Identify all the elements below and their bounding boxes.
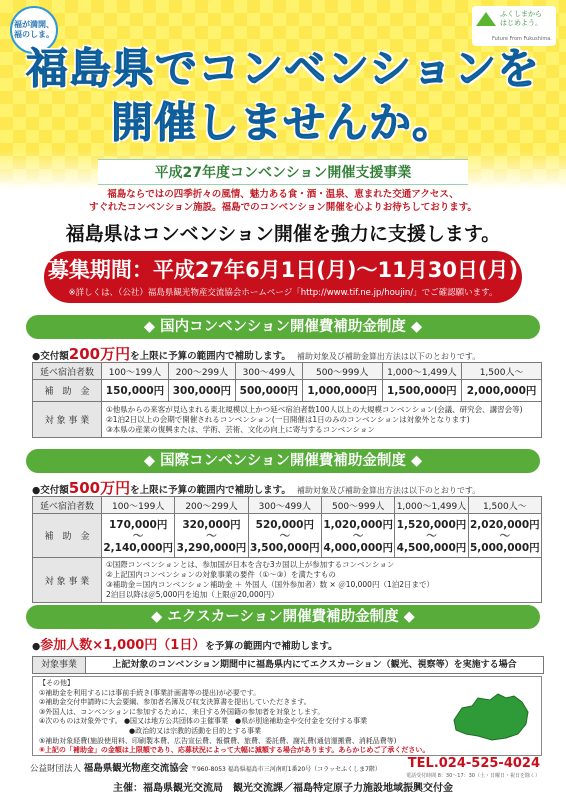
application-period-banner xyxy=(44,251,522,303)
logo-right-line2: はじめよう。 xyxy=(500,19,542,27)
lead-prefix: ●交付額 xyxy=(32,351,69,362)
eligibility-notes xyxy=(102,558,542,603)
amount-cell: 1,500,000円 xyxy=(382,380,462,402)
range-cell: 100～199人 xyxy=(102,363,169,380)
intro-line2: すぐれたコンベンション施設。福島でのコンベンション開催を心よりお待ちしております。 xyxy=(89,202,477,213)
tilde: ～ xyxy=(206,529,217,542)
row-header: 延べ宿泊者数 xyxy=(33,497,102,514)
note-line: ①国際コンベンションとは、参加国が日本を含む3カ国以上が参加するコンベンション xyxy=(106,560,395,569)
lead-note: 補助対象及び補助金算出方法は以下のとおりです。 xyxy=(296,352,481,361)
amount-cell: 500,000円 xyxy=(235,380,302,402)
amount-cell: 150,000円 xyxy=(102,380,169,402)
lead-text: を上限に予算の範囲内で補助します。 xyxy=(130,351,291,362)
amount-cell: 1,000,000円 xyxy=(302,380,382,402)
domestic-max-amount: 200万円 xyxy=(68,345,131,363)
excursion-lead xyxy=(32,634,542,653)
excursion-section-header: ◆ エクスカーション開催費補助金制度 ◆ xyxy=(26,605,540,629)
amount-min: 170,000円 xyxy=(109,518,168,531)
range-cell: 300～499人 xyxy=(235,363,302,380)
note-line: ③外国人は、コンベンションに参加するために、来日する外国籍の参加者を対象とします。 xyxy=(39,707,325,716)
range-cell: 300～499人 xyxy=(248,497,321,514)
others-title: 【その他】 xyxy=(39,679,74,687)
table-row xyxy=(33,380,542,402)
headline-line2: 開催しませんか。 xyxy=(110,98,455,147)
note-line: ●政治的又は宗教的活動を目的とする事業 xyxy=(129,726,262,735)
tilde: ～ xyxy=(352,529,364,542)
amount-min: 2,020,000円 xyxy=(470,518,540,531)
domestic-section-header: ◆ 国内コンベンション開催費補助金制度 ◆ xyxy=(26,315,540,339)
note-line: 2泊目以降は＠5,000円を追加（上限＠20,000円） xyxy=(106,590,279,599)
amount-min: 520,000円 xyxy=(255,518,314,531)
fukushima-map-icon xyxy=(448,690,532,744)
sponsor-line: 主催：福島県観光交流局 観光交流課／福島特定原子力施設地域振興交付金 xyxy=(113,783,453,794)
note-line: ①補助金を利用するには事前手続き(事業計画書等の提出)が必要です。 xyxy=(39,688,261,697)
row-header: 対 象 事 業 xyxy=(33,558,102,603)
tilde: ～ xyxy=(279,529,291,542)
tilde: ～ xyxy=(132,529,144,542)
note-line: ③補助金＝国内コンベンション補助金 ＋ 外国人（国外参加者）数 × ＠10,000円（1泊2日まで） xyxy=(106,580,434,589)
eligibility-notes xyxy=(102,402,542,438)
address: 〒960-8053 福島県福島市三河南町1番20号（コラッセふくしま7階） xyxy=(190,766,381,773)
table-row xyxy=(33,363,542,380)
excursion-eligibility xyxy=(32,656,544,674)
amount-max: 4,000,000円 xyxy=(323,541,393,554)
amount-cell: 2,000,000円 xyxy=(462,380,542,402)
note-line: ⑤補助対象経費(施設使用料、印刷製本費、広告宣伝費、報償費、旅費、委託費、謝礼費(通信運搬費、消耗品費等) xyxy=(39,736,397,745)
contact-footer xyxy=(30,756,540,779)
logo-right-text xyxy=(500,10,542,28)
row-header: 補 助 金 xyxy=(33,380,102,402)
support-statement: 福島県はコンベンション開催を強力に支援します。 xyxy=(65,223,501,245)
tilde: ～ xyxy=(499,529,511,542)
amount-range-cell xyxy=(395,514,468,558)
phone-hours: 電話受付時間 8：30～17：30（土・日曜日・祝日を除く） xyxy=(406,773,540,779)
amount-range-cell xyxy=(248,514,321,558)
range-cell: 500～999人 xyxy=(321,497,394,514)
row-header: 補 助 金 xyxy=(33,514,102,558)
tilde: ～ xyxy=(426,529,437,542)
amount-min: 1,520,000円 xyxy=(396,518,467,531)
range-cell: 500～999人 xyxy=(302,363,382,380)
lead-prefix: ● xyxy=(32,641,41,652)
row-header: 対象事業 xyxy=(33,657,86,673)
logo-left-text: 福が満開、福のしま。 xyxy=(14,20,54,39)
amount-cell: 300,000円 xyxy=(168,380,235,402)
amount-range-cell xyxy=(321,514,394,558)
amount-max: 3,500,000円 xyxy=(250,541,320,554)
mountain-icon xyxy=(476,12,496,26)
application-period: 募集期間：平成27年6月1日(月)～11月30日(月) xyxy=(47,258,519,282)
note-line: ②補助金交付申請時に大会要綱、参加者名簿及び収支決算書を提出していただきます。 xyxy=(39,698,311,707)
intro-line1: 福島ならではの四季折々の風情、魅力ある食・酒・温泉、恵まれた交通アクセス、 xyxy=(107,189,459,200)
period-note: ※詳しくは、（公社）福島県観光物産交流協会ホームページ「http://www.tif.ne.jp/houjin/」でご確認願います。 xyxy=(68,288,498,298)
amount-max: 2,140,000円 xyxy=(103,541,173,554)
range-cell: 1,000～1,499人 xyxy=(382,363,462,380)
excursion-rate: 参加人数×1,000円（1日） xyxy=(40,638,206,653)
note-line: ②上記国内コンベンションの対象事業の要件（①〜③）を満たすもの xyxy=(106,570,336,579)
lead-note: 補助対象及び補助金算出方法は以下のとおりです。 xyxy=(296,486,481,495)
range-cell: 100～199人 xyxy=(102,497,175,514)
row-header: 延べ宿泊者数 xyxy=(33,363,102,380)
phone-number: TEL.024-525-4024 xyxy=(407,756,540,771)
eligibility-text: 上記対象のコンベンション期間中に福島県内にてエクスカーション（観光、視察等）を実施する場合 xyxy=(112,660,517,670)
range-cell: 200～299人 xyxy=(175,497,248,514)
amount-max: 5,000,000円 xyxy=(470,541,540,554)
range-cell: 200～299人 xyxy=(168,363,235,380)
org-name: 福島県観光物産交流協会 xyxy=(83,763,189,774)
domestic-lead xyxy=(32,343,542,364)
domestic-table xyxy=(32,362,542,438)
note-line: ④次のものは対象外です。 ●国又は地方公共団体の主催事業 ●県が別途補助金や交付金を交付する事業 xyxy=(39,717,368,726)
range-cell: 1,000～1,499人 xyxy=(395,497,468,514)
table-row xyxy=(33,558,542,603)
range-cell: 1,500人～ xyxy=(468,497,541,514)
row-header: 対 象 事 業 xyxy=(33,402,102,438)
amount-max: 4,500,000円 xyxy=(396,541,467,554)
org-prefix: 公益財団法人 xyxy=(30,764,82,774)
lead-prefix: ●交付額 xyxy=(32,485,69,496)
headline-line1: 福島県でコンベンションを xyxy=(25,44,541,93)
table-row xyxy=(33,497,542,514)
lead-text: を予算の範囲内で補助します。 xyxy=(205,641,338,652)
amount-range-cell xyxy=(468,514,541,558)
amount-range-cell xyxy=(175,514,248,558)
amount-min: 320,000円 xyxy=(182,518,241,531)
international-section-header: ◆ 国際コンベンション開催費補助金制度 ◆ xyxy=(26,449,540,473)
lead-text: を上限に予算の範囲内で補助します。 xyxy=(130,485,291,496)
note-line: ②1泊2日以上の会期で開催されるコンベンション(一日開催は1日のみのコンベンションは対象外となります) xyxy=(106,414,470,424)
amount-max: 3,290,000円 xyxy=(176,541,247,554)
program-subtitle: 平成27年度コンベンション開催支援事業 xyxy=(98,159,468,185)
note-line: ①他県からの来客が見込まれる東北規模以上かつ延べ宿泊者数100人以上の大規模コンベンション(会議、研究会、講習会等) xyxy=(106,404,523,414)
international-max-amount: 500万円 xyxy=(68,479,131,497)
table-row xyxy=(33,514,542,558)
international-lead xyxy=(32,477,542,498)
amount-min: 1,020,000円 xyxy=(323,518,393,531)
note-line: ③本県の産業の復興または、学術、芸術、文化の向上に寄与するコンベンション xyxy=(106,424,375,434)
table-row xyxy=(33,402,542,438)
note-line: ⑥上記の「補助金」の金額は上限額であり、応募状況によって大幅に減額する場合があります。あらかじめご了承ください。 xyxy=(39,746,430,755)
logo-right-line1: ふくしまから xyxy=(500,10,542,18)
range-cell: 1,500人～ xyxy=(462,363,542,380)
international-table xyxy=(32,496,542,603)
logo-right-en: Future From Fukushima. xyxy=(492,36,552,42)
amount-range-cell xyxy=(102,514,175,558)
